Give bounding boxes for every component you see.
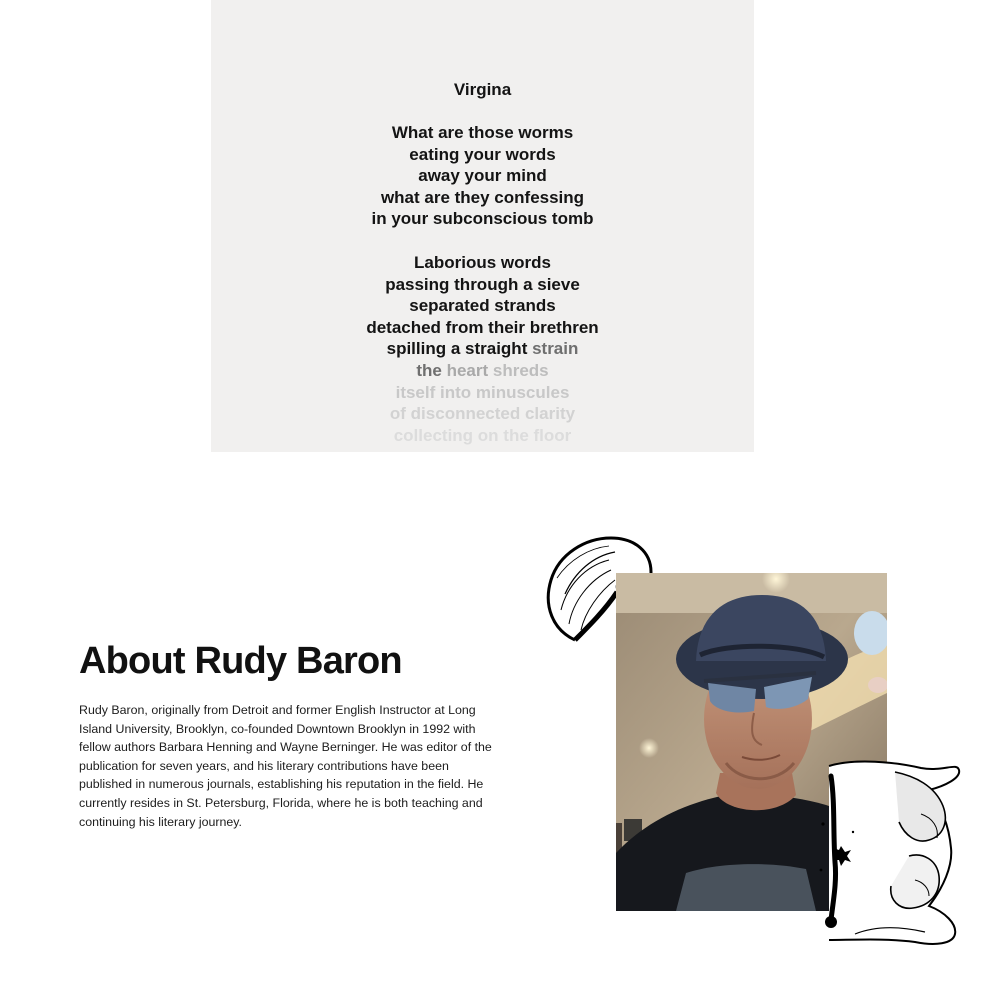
poem-line <box>211 360 754 382</box>
poem-line: Laborious words <box>414 253 551 272</box>
poem-line-fading: of disconnected clarity <box>389 404 576 424</box>
poem-line-fading: collecting on the floor <box>393 425 572 445</box>
about-title: About Rudy Baron <box>79 640 402 682</box>
poem-line: in your subconscious tomb <box>371 209 594 229</box>
poem-line: what are they confessing <box>380 187 585 207</box>
poem-panel <box>211 0 754 452</box>
author-photo-group <box>545 534 965 954</box>
about-bio: Rudy Baron, originally from Detroit and former English Instructor at Long Island University, Brooklyn, co-founded Downtown Brooklyn in 1992 with fellow authors Barbara Henning and Wayne Berninger. He was editor of the publication for seven years, and his literary contributions have been published in numerous journals, establishing his reputation in the field. He currently resides in St. Petersburg, Florida, where he is both teaching and continuing his literary journey. <box>79 703 492 829</box>
poem-line <box>211 338 754 360</box>
poem-word-fading: heart <box>446 360 493 380</box>
poem-line: away your mind <box>418 166 547 186</box>
poem-title: Virgina <box>453 80 512 99</box>
poem-word-fading: the <box>416 360 447 380</box>
poem-line: passing through a sieve <box>385 274 580 294</box>
poem-word-fading: strain <box>532 339 579 359</box>
poem-line: eating your words <box>409 144 556 164</box>
poem-line-fading: itself into minuscules <box>395 382 570 402</box>
poem-word: spilling a straight <box>386 339 533 359</box>
ink-splatter <box>815 772 865 932</box>
poem-line: detached from their brethren <box>366 317 599 337</box>
poem-stanza-1 <box>211 122 754 230</box>
poem-stanza-2 <box>211 252 754 446</box>
poem-line: What are those worms <box>391 123 574 142</box>
poem-line: separated strands <box>409 296 556 316</box>
poem-word-fading: shreds <box>492 360 549 380</box>
